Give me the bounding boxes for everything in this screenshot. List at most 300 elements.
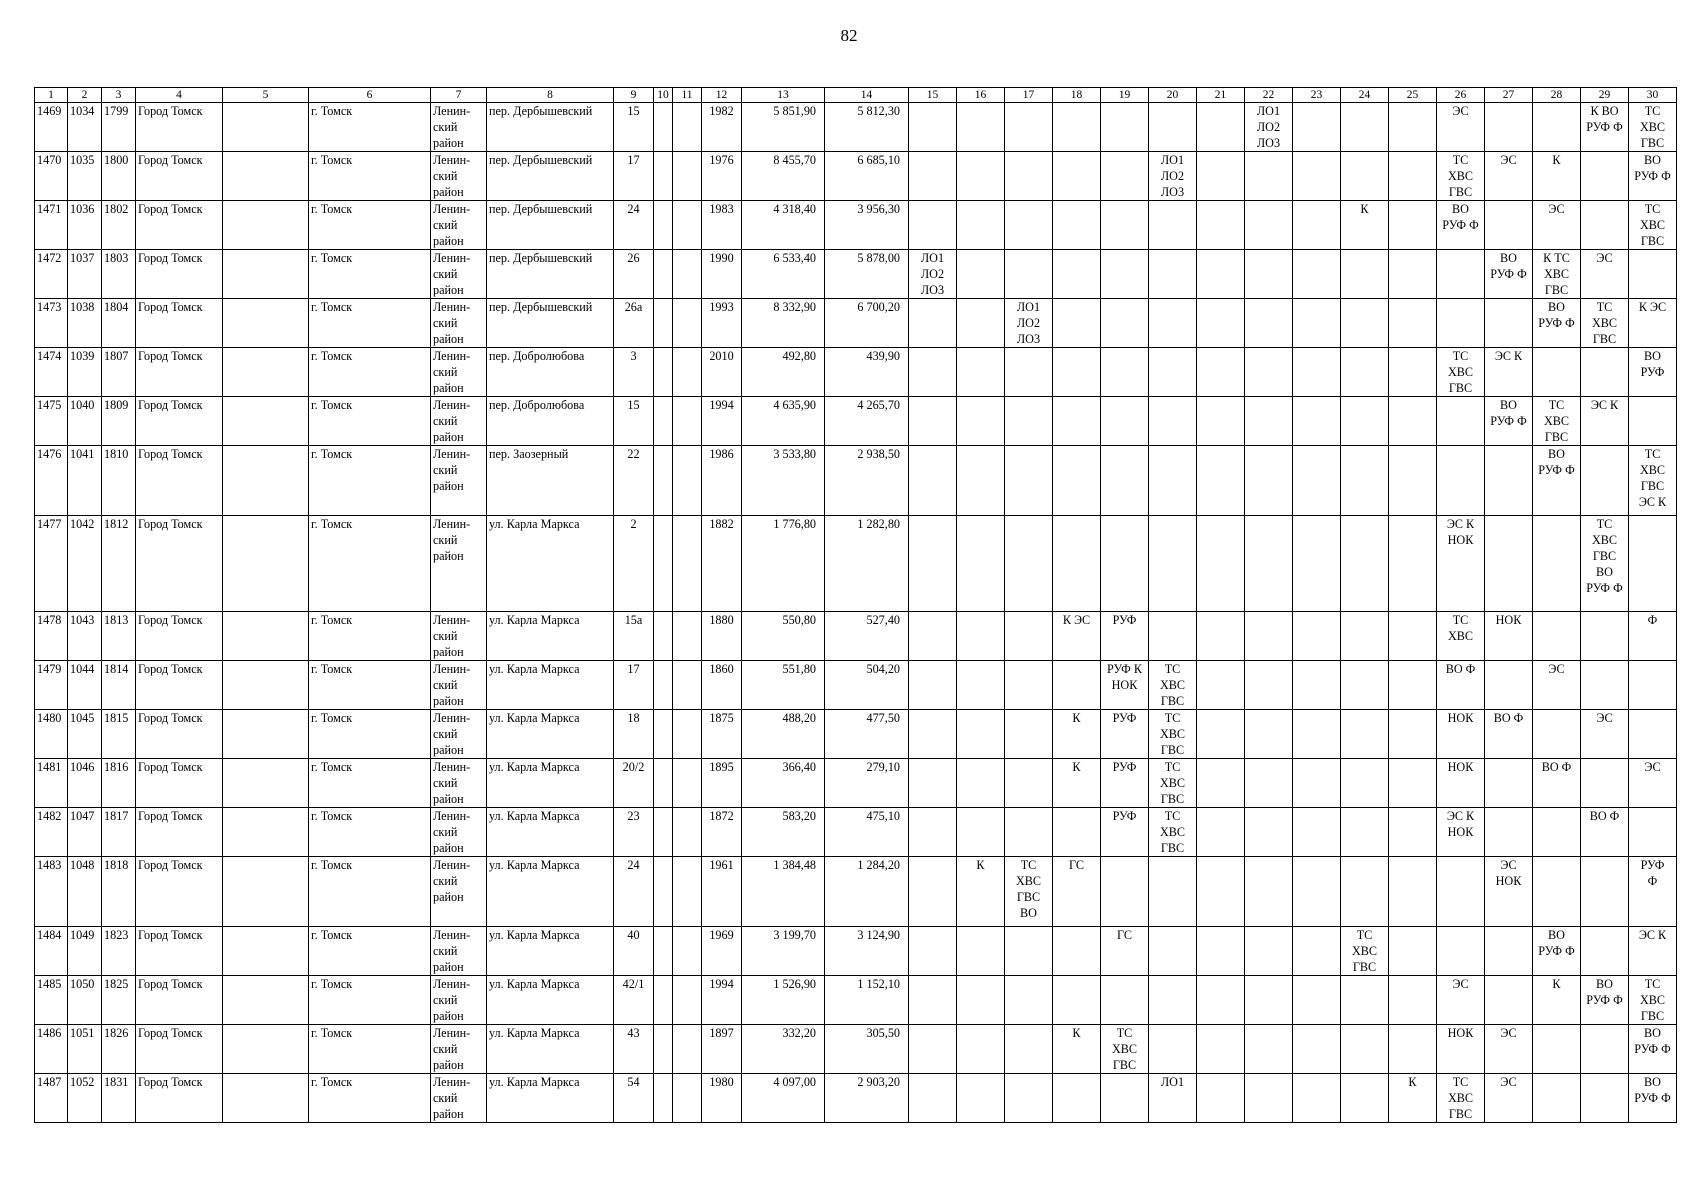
table-cell: 1038: [68, 299, 102, 348]
table-cell: [1341, 299, 1389, 348]
table-cell: К: [1533, 976, 1581, 1025]
table-cell: [1581, 348, 1629, 397]
table-cell: [1389, 103, 1437, 152]
table-cell: [957, 612, 1005, 661]
table-cell: [1101, 397, 1149, 446]
table-cell: 1817: [102, 808, 136, 857]
table-cell: Город Томск: [136, 103, 223, 152]
table-cell: ТС ХВС ГВС ВО РУФ Ф: [1581, 516, 1629, 612]
table-cell: ЭС: [1485, 1074, 1533, 1123]
table-cell: 54: [614, 1074, 654, 1123]
table-cell: РУФ: [1101, 612, 1149, 661]
table-cell: ЭС: [1581, 250, 1629, 299]
table-cell: [223, 661, 309, 710]
table-cell: [1341, 250, 1389, 299]
column-number: 28: [1533, 88, 1581, 103]
table-cell: 1826: [102, 1025, 136, 1074]
table-cell: ВО РУФ Ф: [1533, 927, 1581, 976]
table-cell: [1197, 348, 1245, 397]
table-cell: [1149, 1025, 1197, 1074]
table-cell: 1035: [68, 152, 102, 201]
table-cell: 4 635,90: [742, 397, 825, 446]
table-cell: Город Томск: [136, 808, 223, 857]
table-cell: [1629, 250, 1677, 299]
table-cell: ТС ХВС ГВС: [1581, 299, 1629, 348]
table-cell: Город Томск: [136, 1074, 223, 1123]
table-cell: г. Томск: [309, 516, 431, 612]
table-cell: [1581, 201, 1629, 250]
table-cell: [1101, 201, 1149, 250]
table-cell: [1389, 927, 1437, 976]
table-cell: [1005, 710, 1053, 759]
table-cell: [654, 446, 673, 516]
column-number: 17: [1005, 88, 1053, 103]
table-cell: [1149, 348, 1197, 397]
table-cell: 1483: [35, 857, 68, 927]
table-cell: К: [1053, 710, 1101, 759]
table-cell: [1485, 103, 1533, 152]
table-cell: г. Томск: [309, 710, 431, 759]
table-cell: ВО РУФ: [1629, 348, 1677, 397]
table-cell: К: [1389, 1074, 1437, 1123]
column-number: 29: [1581, 88, 1629, 103]
table-cell: [1197, 976, 1245, 1025]
table-cell: [654, 348, 673, 397]
table-cell: 15: [614, 397, 654, 446]
table-cell: ВО Ф: [1485, 710, 1533, 759]
table-cell: Ленин- ский район: [431, 446, 487, 516]
table-cell: [957, 348, 1005, 397]
column-number: 12: [702, 88, 742, 103]
table-cell: [1533, 1074, 1581, 1123]
table-cell: пер. Дербышевский: [487, 152, 614, 201]
table-cell: 1478: [35, 612, 68, 661]
column-number: 11: [673, 88, 702, 103]
table-cell: Город Томск: [136, 348, 223, 397]
column-number: 1: [35, 88, 68, 103]
table-cell: ТС ХВС ГВС: [1629, 976, 1677, 1025]
table-cell: [957, 103, 1005, 152]
table-cell: [1245, 348, 1293, 397]
table-cell: [909, 759, 957, 808]
table-cell: 42/1: [614, 976, 654, 1025]
table-cell: 583,20: [742, 808, 825, 857]
table-cell: ТС ХВС ГВС: [1149, 808, 1197, 857]
table-cell: [1437, 927, 1485, 976]
table-cell: [673, 927, 702, 976]
table-cell: [1581, 857, 1629, 927]
table-cell: 1 284,20: [825, 857, 909, 927]
table-cell: Город Томск: [136, 759, 223, 808]
table-cell: Ф: [1629, 612, 1677, 661]
table-cell: 43: [614, 1025, 654, 1074]
table-cell: [1341, 516, 1389, 612]
table-cell: Ленин- ский район: [431, 661, 487, 710]
table-cell: [1245, 1025, 1293, 1074]
table-cell: 1485: [35, 976, 68, 1025]
table-cell: [1197, 516, 1245, 612]
table-cell: 2 903,20: [825, 1074, 909, 1123]
table-cell: 1 526,90: [742, 976, 825, 1025]
table-cell: [1389, 152, 1437, 201]
table-cell: [1293, 976, 1341, 1025]
table-cell: [909, 152, 957, 201]
table-row: [35, 397, 1677, 446]
table-cell: Ленин- ский район: [431, 976, 487, 1025]
table-row: [35, 612, 1677, 661]
table-cell: пер. Заозерный: [487, 446, 614, 516]
table-cell: Город Томск: [136, 446, 223, 516]
housing-register-table: [34, 87, 1677, 1123]
table-cell: ул. Карла Маркса: [487, 710, 614, 759]
table-cell: [673, 808, 702, 857]
table-cell: [957, 661, 1005, 710]
table-cell: НОК: [1437, 710, 1485, 759]
table-cell: РУФ: [1101, 759, 1149, 808]
table-cell: [1245, 976, 1293, 1025]
table-cell: [1197, 661, 1245, 710]
table-cell: ЭС К: [1629, 927, 1677, 976]
table-cell: [654, 152, 673, 201]
table-cell: [1389, 201, 1437, 250]
table-cell: [1245, 516, 1293, 612]
table-cell: [1245, 299, 1293, 348]
table-cell: [1581, 661, 1629, 710]
table-cell: [673, 710, 702, 759]
table-cell: Город Томск: [136, 1025, 223, 1074]
table-cell: [909, 976, 957, 1025]
table-cell: [1293, 250, 1341, 299]
table-cell: 1818: [102, 857, 136, 927]
column-number: 30: [1629, 88, 1677, 103]
table-cell: [1197, 250, 1245, 299]
table-cell: [1245, 201, 1293, 250]
table-cell: [1533, 103, 1581, 152]
table-cell: [1053, 299, 1101, 348]
table-cell: [1005, 759, 1053, 808]
table-cell: [1005, 201, 1053, 250]
table-cell: 1048: [68, 857, 102, 927]
table-cell: Город Томск: [136, 397, 223, 446]
column-number: 19: [1101, 88, 1149, 103]
table-cell: [673, 516, 702, 612]
column-number: 3: [102, 88, 136, 103]
table-cell: г. Томск: [309, 152, 431, 201]
table-cell: [1005, 250, 1053, 299]
table-cell: [1245, 661, 1293, 710]
table-cell: 1037: [68, 250, 102, 299]
table-cell: [1101, 299, 1149, 348]
table-cell: 1897: [702, 1025, 742, 1074]
table-cell: пер. Дербышевский: [487, 250, 614, 299]
table-cell: [673, 250, 702, 299]
table-cell: [223, 612, 309, 661]
table-cell: [223, 152, 309, 201]
table-cell: 1486: [35, 1025, 68, 1074]
table-cell: [654, 299, 673, 348]
table-cell: 3 199,70: [742, 927, 825, 976]
table-cell: [654, 976, 673, 1025]
table-cell: [1293, 103, 1341, 152]
table-cell: 488,20: [742, 710, 825, 759]
table-cell: 1880: [702, 612, 742, 661]
table-cell: [654, 250, 673, 299]
table-cell: [909, 612, 957, 661]
table-cell: 3 956,30: [825, 201, 909, 250]
table-cell: Ленин- ский район: [431, 299, 487, 348]
table-cell: [909, 299, 957, 348]
table-cell: [1581, 759, 1629, 808]
table-cell: г. Томск: [309, 397, 431, 446]
table-cell: [1341, 759, 1389, 808]
table-cell: [1485, 201, 1533, 250]
table-cell: [1293, 759, 1341, 808]
table-cell: ГС: [1101, 927, 1149, 976]
table-cell: [1341, 710, 1389, 759]
table-cell: Город Томск: [136, 516, 223, 612]
table-cell: 1813: [102, 612, 136, 661]
table-row: [35, 976, 1677, 1025]
table-cell: [1005, 516, 1053, 612]
table-cell: [909, 103, 957, 152]
table-cell: К ЭС: [1629, 299, 1677, 348]
table-cell: [1245, 446, 1293, 516]
table-cell: 5 851,90: [742, 103, 825, 152]
table-cell: 279,10: [825, 759, 909, 808]
table-cell: [1005, 927, 1053, 976]
column-number: 26: [1437, 88, 1485, 103]
table-cell: 1809: [102, 397, 136, 446]
table-cell: [1293, 397, 1341, 446]
table-cell: Ленин- ский район: [431, 710, 487, 759]
table-cell: [1245, 1074, 1293, 1123]
table-cell: г. Томск: [309, 661, 431, 710]
table-cell: 1875: [702, 710, 742, 759]
table-cell: ТС ХВС ГВС: [1629, 201, 1677, 250]
table-cell: 1 152,10: [825, 976, 909, 1025]
table-cell: [1581, 927, 1629, 976]
table-cell: [1293, 152, 1341, 201]
table-cell: [1101, 348, 1149, 397]
table-cell: [1533, 516, 1581, 612]
table-cell: [1053, 348, 1101, 397]
column-number: 7: [431, 88, 487, 103]
column-number: 9: [614, 88, 654, 103]
column-number: 16: [957, 88, 1005, 103]
table-cell: ТС ХВС ГВС: [1341, 927, 1389, 976]
table-cell: [223, 1074, 309, 1123]
table-cell: 1812: [102, 516, 136, 612]
table-cell: ул. Карла Маркса: [487, 759, 614, 808]
table-cell: Город Томск: [136, 612, 223, 661]
table-cell: 1982: [702, 103, 742, 152]
table-cell: 15: [614, 103, 654, 152]
table-cell: [1197, 857, 1245, 927]
table-cell: 504,20: [825, 661, 909, 710]
column-number: 8: [487, 88, 614, 103]
table-cell: Ленин- ский район: [431, 857, 487, 927]
table-cell: [223, 1025, 309, 1074]
table-cell: [1197, 808, 1245, 857]
table-cell: ЭС НОК: [1485, 857, 1533, 927]
table-row: [35, 808, 1677, 857]
table-cell: г. Томск: [309, 103, 431, 152]
table-cell: [1533, 808, 1581, 857]
table-cell: ВО РУФ Ф: [1629, 1074, 1677, 1123]
table-cell: [1293, 710, 1341, 759]
table-cell: РУФ Ф: [1629, 857, 1677, 927]
table-cell: 1 282,80: [825, 516, 909, 612]
column-number: 10: [654, 88, 673, 103]
table-cell: [673, 201, 702, 250]
table-row: [35, 759, 1677, 808]
table-cell: ТС ХВС ГВС: [1149, 710, 1197, 759]
table-cell: ТС ХВС ГВС: [1149, 661, 1197, 710]
table-cell: 1043: [68, 612, 102, 661]
table-cell: 3 533,80: [742, 446, 825, 516]
table-cell: [1149, 612, 1197, 661]
table-cell: ЛО1: [1149, 1074, 1197, 1123]
table-cell: г. Томск: [309, 976, 431, 1025]
table-cell: [1245, 612, 1293, 661]
table-cell: [223, 516, 309, 612]
table-cell: [1629, 397, 1677, 446]
table-cell: [1581, 1025, 1629, 1074]
table-cell: [1005, 446, 1053, 516]
table-cell: [957, 446, 1005, 516]
table-cell: [1149, 103, 1197, 152]
table-cell: [1485, 759, 1533, 808]
table-cell: [1053, 201, 1101, 250]
table-cell: [1293, 612, 1341, 661]
table-cell: [1053, 976, 1101, 1025]
table-cell: [1149, 397, 1197, 446]
table-cell: [909, 927, 957, 976]
table-cell: 1470: [35, 152, 68, 201]
table-cell: ул. Карла Маркса: [487, 661, 614, 710]
table-cell: [223, 710, 309, 759]
table-cell: [223, 808, 309, 857]
table-cell: 1472: [35, 250, 68, 299]
table-cell: [673, 661, 702, 710]
table-cell: [1101, 976, 1149, 1025]
table-cell: ЭС: [1437, 976, 1485, 1025]
table-cell: 550,80: [742, 612, 825, 661]
table-cell: [1005, 1074, 1053, 1123]
table-cell: г. Томск: [309, 927, 431, 976]
table-cell: ул. Карла Маркса: [487, 612, 614, 661]
table-cell: [1389, 516, 1437, 612]
table-cell: [1533, 612, 1581, 661]
table-cell: [1005, 612, 1053, 661]
table-cell: 1480: [35, 710, 68, 759]
table-cell: [909, 516, 957, 612]
table-cell: [1053, 516, 1101, 612]
table-cell: [1149, 299, 1197, 348]
table-cell: [223, 201, 309, 250]
table-row: [35, 710, 1677, 759]
table-cell: ВО РУФ Ф: [1437, 201, 1485, 250]
table-cell: 1994: [702, 397, 742, 446]
table-cell: 1482: [35, 808, 68, 857]
table-cell: [223, 446, 309, 516]
table-cell: 1799: [102, 103, 136, 152]
table-cell: Ленин- ский район: [431, 201, 487, 250]
table-row: [35, 446, 1677, 516]
table-cell: г. Томск: [309, 446, 431, 516]
table-cell: 1052: [68, 1074, 102, 1123]
table-cell: [957, 710, 1005, 759]
table-cell: ТС ХВС ГВС: [1437, 348, 1485, 397]
table-cell: [957, 976, 1005, 1025]
table-cell: [957, 1025, 1005, 1074]
table-cell: РУФ К НОК: [1101, 661, 1149, 710]
table-cell: г. Томск: [309, 1025, 431, 1074]
table-cell: [1101, 857, 1149, 927]
table-cell: ГС: [1053, 857, 1101, 927]
table-cell: [957, 397, 1005, 446]
table-cell: [1101, 250, 1149, 299]
table-cell: 1479: [35, 661, 68, 710]
table-cell: ЭС: [1533, 201, 1581, 250]
column-number: 27: [1485, 88, 1533, 103]
table-cell: 26а: [614, 299, 654, 348]
table-cell: [1101, 516, 1149, 612]
table-row: [35, 348, 1677, 397]
table-cell: [1101, 152, 1149, 201]
table-cell: [223, 759, 309, 808]
table-cell: ул. Карла Маркса: [487, 976, 614, 1025]
table-cell: 18: [614, 710, 654, 759]
table-cell: [1245, 152, 1293, 201]
table-cell: [1485, 446, 1533, 516]
table-cell: 1860: [702, 661, 742, 710]
table-cell: [1341, 808, 1389, 857]
table-cell: 1469: [35, 103, 68, 152]
table-cell: 1990: [702, 250, 742, 299]
table-cell: [1629, 661, 1677, 710]
table-cell: [957, 808, 1005, 857]
table-cell: ЭС К: [1581, 397, 1629, 446]
table-cell: 1993: [702, 299, 742, 348]
table-cell: [1581, 1074, 1629, 1123]
table-cell: [1101, 1074, 1149, 1123]
table-cell: [654, 1074, 673, 1123]
table-cell: 1882: [702, 516, 742, 612]
table-cell: [1341, 152, 1389, 201]
table-cell: 8 332,90: [742, 299, 825, 348]
table-cell: ВО РУФ Ф: [1533, 446, 1581, 516]
table-cell: [1149, 976, 1197, 1025]
table-cell: [654, 516, 673, 612]
table-cell: 1804: [102, 299, 136, 348]
table-cell: [1149, 927, 1197, 976]
table-cell: [1101, 446, 1149, 516]
table-cell: [1389, 857, 1437, 927]
table-cell: [1341, 348, 1389, 397]
table-cell: Ленин- ский район: [431, 1074, 487, 1123]
table-cell: [1581, 612, 1629, 661]
table-cell: г. Томск: [309, 759, 431, 808]
table-cell: [654, 808, 673, 857]
table-cell: [1197, 152, 1245, 201]
table-cell: [1197, 1025, 1245, 1074]
table-cell: [1197, 612, 1245, 661]
table-cell: [1053, 661, 1101, 710]
table-cell: [1437, 250, 1485, 299]
table-cell: 332,20: [742, 1025, 825, 1074]
table-cell: [1005, 348, 1053, 397]
